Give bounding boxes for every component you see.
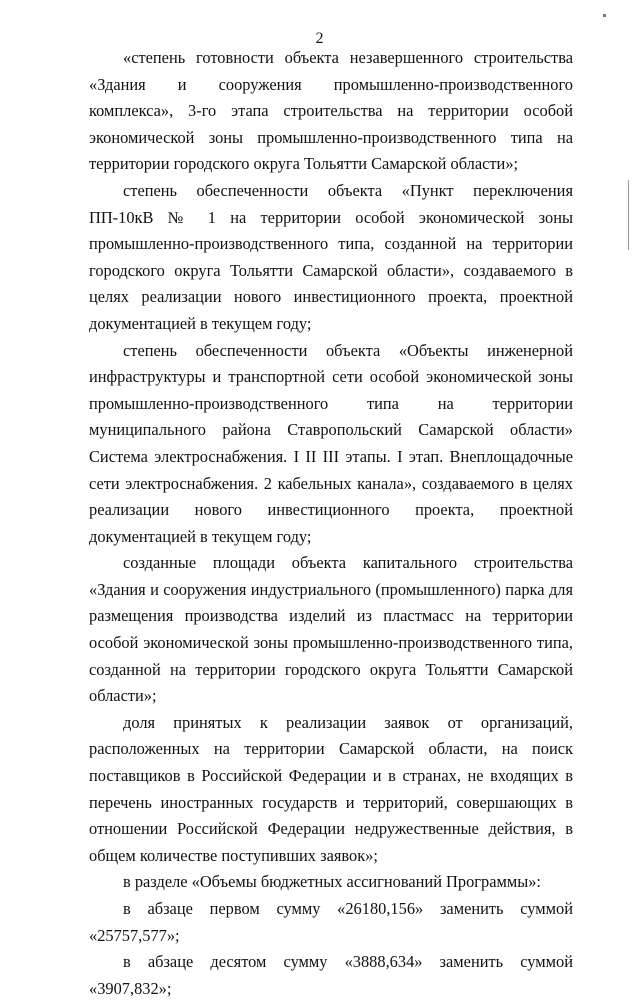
paragraph-switching-point: степень обеспеченности объекта «Пункт переключения ПП-10кВ № 1 на территории особой экономической зоны промышленно-производственного типа, созданной на территории городского округа Тольятти Самарской области», создаваемого в целях реализации нового инвестиционного проекта, проектной документацией в текущем году;	[89, 180, 573, 333]
paragraph-readiness-buildings: «степень готовности объекта незавершенного строительства «Здания и сооружения промышленно-производственного комплекса», 3-го этапа строительства на территории особой экономической зоны промышленно-производственного типа на территории городского округа Тольятти Самарской области»;	[89, 48, 573, 174]
paragraph-budget-section: в разделе «Объемы бюджетных ассигнований Программы»:	[123, 872, 541, 892]
scan-artifact-right-edge	[628, 180, 629, 250]
scan-artifact-top	[603, 14, 606, 17]
paragraph-industrial-park-areas: созданные площади объекта капитального строительства «Здания и сооружения индустриального (промышленного) парка для размещения производства изделий из пластмасс на территории особой экономической зоны промышленно-производственного типа, созданной на территории городского округа Тольятти Самарской области»;	[89, 553, 573, 706]
paragraph-applications-share: доля принятых к реализации заявок от организаций, расположенных на территории Самарской области, на поиск поставщиков в Российской Федерации и в странах, не входящих в перечень иностранных государств и территорий, совершающих в отношении Российской Федерации недружественные действия, в общем количестве поступивших заявок»;	[89, 712, 573, 865]
paragraph-engineering-infrastructure: степень обеспеченности объекта «Объекты инженерной инфраструктуры и транспортной сети особой экономической зоны промышленно-производственного типа на территории муниципального района Ставропольский Самарской области» Система электроснабжения. I II III этапы. I этап. Внеплощадочные сети электроснабжения. 2 кабельных канала», создаваемого в целях реализации нового инвестиционного проекта, проектной документацией в текущем году;	[89, 340, 573, 546]
paragraph-amend-tenth: в абзаце десятом сумму «3888,634» заменить суммой «3907,832»;	[89, 952, 573, 998]
paragraph-amend-first: в абзаце первом сумму «26180,156» заменить суммой «25757,577»;	[89, 899, 573, 945]
document-body	[89, 45, 573, 1002]
page-number: 2	[315, 30, 324, 47]
